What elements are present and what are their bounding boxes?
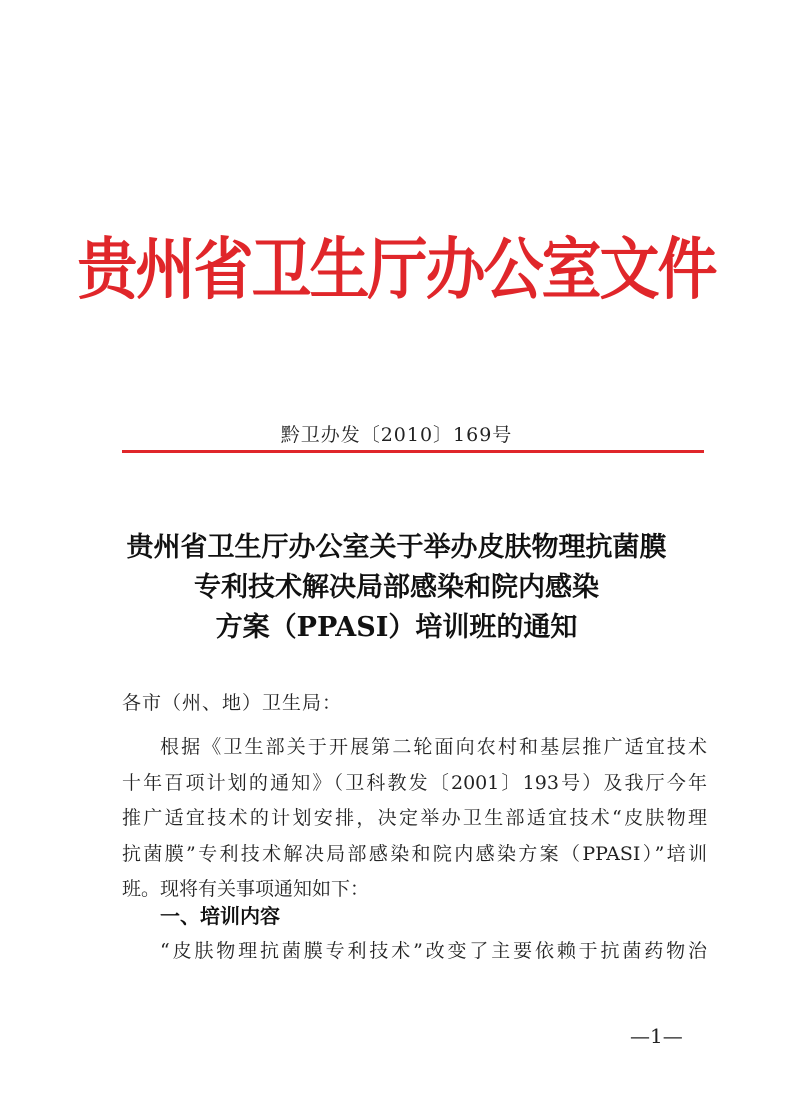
notice-title-line-1: 贵州省卫生厅办公室关于举办皮肤物理抗菌膜 [126,532,667,563]
notice-title-line-3: 方案（PPASI）培训班的通知 [215,612,578,643]
red-divider-line [122,450,704,453]
notice-title-line-2: 专利技术解决局部感染和院内感染 [194,572,599,603]
body-line-3: 推广适宜技术的计划安排，决定举办卫生部适宜技术“皮肤物理 [122,807,707,829]
body-line-5: 班。现将有关事项通知如下： [122,878,370,900]
body-line-1: 根据《卫生部关于开展第二轮面向农村和基层推广适宜技术 [160,736,707,758]
salutation: 各市（州、地）卫生局： [122,692,343,714]
page-number: —1— [630,1024,683,1048]
body-line-4: 抗菌膜”专利技术解决局部感染和院内感染方案（PPASI）”培训 [122,842,707,865]
body-paragraph [122,730,707,908]
document-number: 黔卫办发〔2010〕169号 [280,424,513,446]
body-line-2: 十年百项计划的通知》（卫科教发〔2001〕193号）及我厅今年 [122,771,707,794]
section-line-1: “皮肤物理抗菌膜专利技术”改变了主要依赖于抗菌药物治 [160,940,707,962]
document-header-title: 贵州省卫生厅办公室文件 [77,230,716,310]
section-heading-training-content: 一、培训内容 [160,904,280,928]
notice-title [0,528,793,648]
section-paragraph [122,934,707,970]
